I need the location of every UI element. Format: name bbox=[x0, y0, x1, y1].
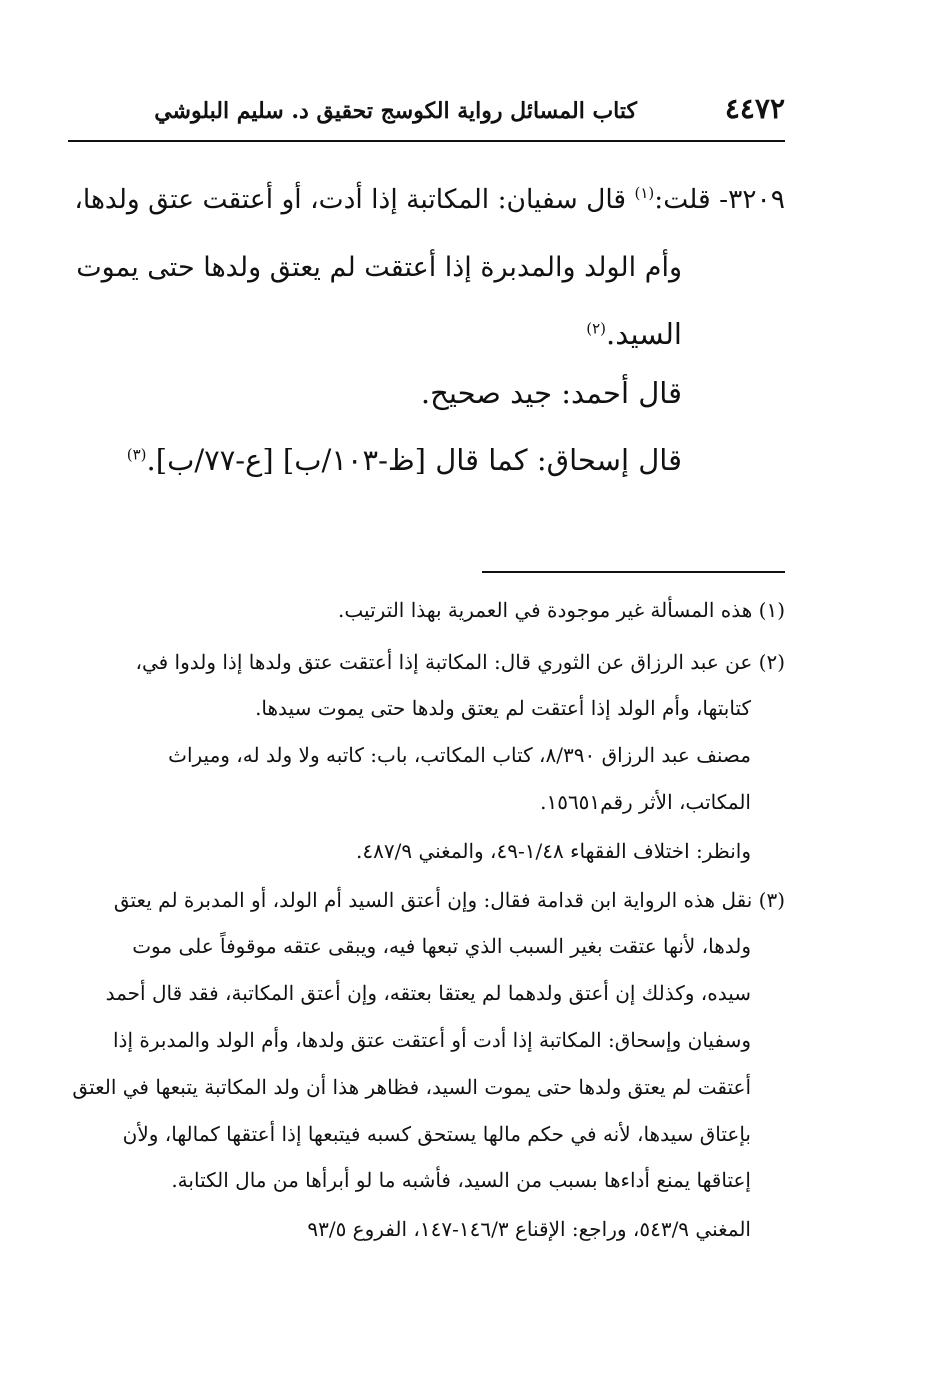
footnote-line: المغني ٥٤٣/٩، وراجع: الإقناع ١٤٦/٣-١٤٧، الفروع ٩٣/٥ bbox=[307, 1217, 751, 1241]
footnote-line: (٣) نقل هذه الرواية ابن قدامة فقال: وإن أعتق السيد أم الولد، أو المدبرة لم يعتق bbox=[113, 888, 785, 912]
book-title: كتاب المسائل رواية الكوسج تحقيق د. سليم البلوشي bbox=[154, 98, 637, 124]
body-line: السيد.$^{(٢)}$ bbox=[586, 317, 682, 351]
footnote-line: سيده، وكذلك إن أعتق ولدهما لم يعتقا بعتقه، وإن أعتق المكاتبة، فقد قال أحمد bbox=[105, 981, 751, 1005]
footnote-ref: (١) bbox=[634, 184, 655, 203]
footnote-separator bbox=[482, 571, 785, 573]
footnote-line: كتابتها، وأم الولد إذا أعتقت لم يعتق ولدها حتى يموت سيدها. bbox=[255, 696, 751, 720]
footnote-line: المكاتب، الأثر رقم١٥٦٥١. bbox=[540, 790, 751, 814]
footnote-line: وانظر: اختلاف الفقهاء ١/٤٨-٤٩، والمغني ٤٨٧/٩. bbox=[356, 839, 751, 863]
footnote-line: (١) هذه المسألة غير موجودة في العمرية بهذا الترتيب. bbox=[338, 598, 785, 622]
footnote-line: أعتقت لم يعتق ولدها حتى يموت السيد، فظاهر هذا أن ولد المكاتبة يتبعها في العتق bbox=[72, 1075, 751, 1099]
footnote-line: وسفيان وإسحاق: المكاتبة إذا أدت أو أعتقت عتق ولدها، وأم الولد والمدبرة إذا bbox=[113, 1028, 751, 1052]
footnote-line: ولدها، لأنها عتقت بغير السبب الذي تبعها فيه، ويبقى عتقه موقوفاً على موت bbox=[132, 934, 751, 958]
footnote-line: بإعتاق سيدها، لأنه في حكم مالها يستحق كسبه فيتبعها إذا أعتقها كمالها، ولأن bbox=[122, 1122, 751, 1146]
footnote-line: إعتاقها يمنع أداءها بسبب من السيد، فأشبه ما لو أبرأها من مال الكتابة. bbox=[171, 1168, 751, 1192]
page-number: ٤٤٧٢ bbox=[724, 92, 785, 125]
footnote-line: مصنف عبد الرزاق ٨/٣٩٠، كتاب المكاتب، باب: كاتبه ولا ولد له، وميراث bbox=[168, 743, 751, 767]
body-line: ٣٢٠٩- قلت:$^{(١)}$ قال سفيان: المكاتبة إذا أدت، أو أعتقت عتق ولدها، bbox=[74, 184, 785, 215]
footnote-line: (٢) عن عبد الرزاق عن الثوري قال: المكاتبة إذا أعتقت عتق ولدها إذا ولدوا في، bbox=[135, 650, 785, 674]
body-line: وأم الولد والمدبرة إذا أعتقت لم يعتق ولدها حتى يموت bbox=[76, 252, 682, 283]
body-line: قال إسحاق: كما قال [ظ-١٠٣/ب] [ع-٧٧/ب].$^{(٣)}$ bbox=[126, 443, 682, 477]
running-header bbox=[68, 88, 785, 132]
footnote-ref: (٢) bbox=[586, 319, 607, 338]
header-divider bbox=[68, 140, 785, 142]
body-line: قال أحمد: جيد صحيح. bbox=[420, 376, 682, 410]
footnote-ref: (٣) bbox=[126, 445, 147, 464]
